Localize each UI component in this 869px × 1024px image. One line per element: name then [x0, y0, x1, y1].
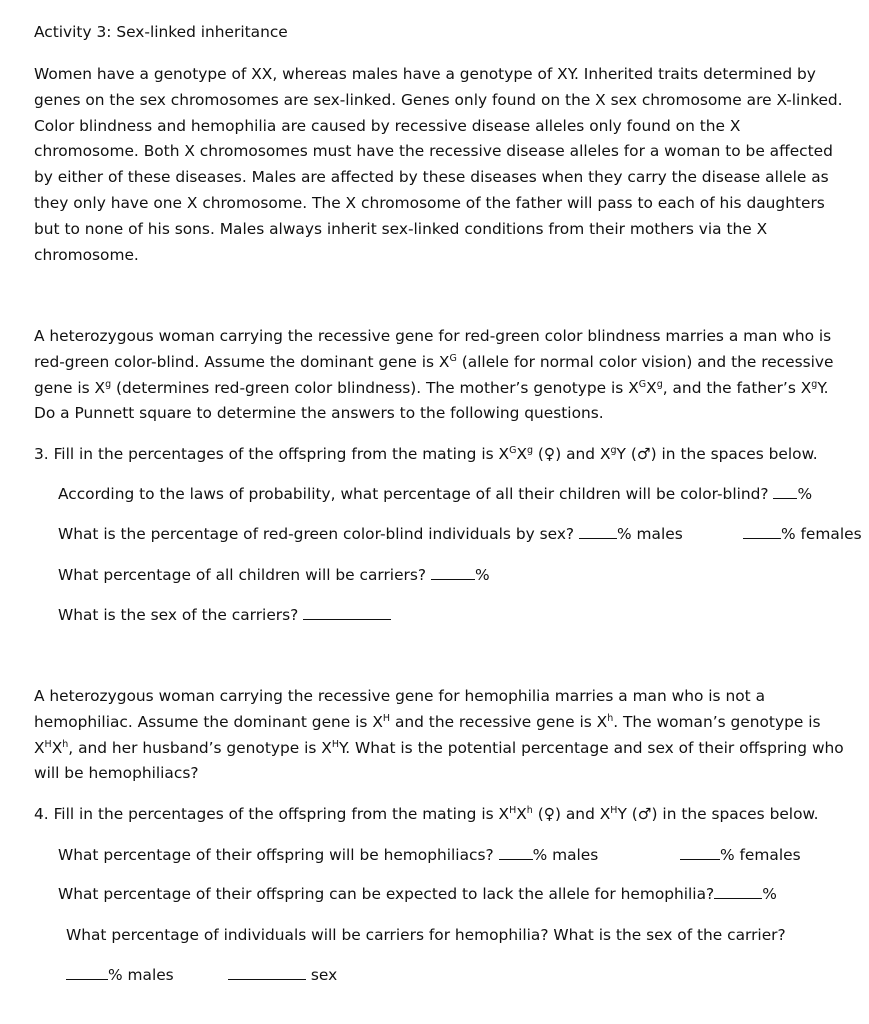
- q3-colorblind-by-sex: What is the percentage of red-green color-blind individuals by sex? % males: [58, 525, 683, 543]
- answer-blank[interactable]: [303, 605, 391, 620]
- answer-blank[interactable]: [773, 484, 797, 499]
- question-4-heading: 4. Fill in the percentages of the offspring from the mating is $X^HX^h$ (♀) and $X^HY$ (♂) in the spaces below.: [34, 805, 819, 823]
- q4-females-answer: % females: [680, 845, 801, 865]
- intro-line: Color blindness and hemophilia are caused by recessive disease alleles only found on the X: [34, 117, 741, 135]
- hemophilia-line: will be hemophiliacs?: [34, 764, 199, 782]
- answer-blank-sex[interactable]: [228, 965, 306, 980]
- answer-blank[interactable]: [431, 565, 475, 580]
- q4-lack-allele: What percentage of their offspring can be expected to lack the allele for hemophilia? %: [58, 885, 777, 903]
- q4-carriers-question: What percentage of individuals will be carriers for hemophilia? What is the sex of the carrier?: [66, 926, 786, 944]
- activity-title: Activity 3: Sex-linked inheritance: [34, 23, 288, 41]
- q4-carriers-answers: % males: [66, 965, 174, 985]
- colorblind-line: A heterozygous woman carrying the recessive gene for red-green color blindness marries a man who is: [34, 327, 832, 345]
- q4-carrier-sex-answer: sex: [228, 965, 337, 985]
- intro-line: chromosome. Both X chromosomes must have the recessive disease alleles for a woman to be affected: [34, 142, 833, 160]
- answer-blank-females[interactable]: [680, 845, 720, 860]
- hemophilia-line: $X^HX^h$, and her husband’s genotype is $X^HY$. What is the potential percentage and sex of their offspring who: [34, 739, 844, 757]
- colorblind-line: Do a Punnett square to determine the answers to the following questions.: [34, 404, 604, 422]
- q3-females-answer: % females: [743, 524, 862, 544]
- answer-blank-males[interactable]: [499, 845, 533, 860]
- intro-line: by either of these diseases. Males are affected by these diseases when they carry the disease allele as: [34, 168, 829, 186]
- answer-blank[interactable]: [714, 884, 762, 899]
- answer-blank-males[interactable]: [579, 524, 617, 539]
- question-3-heading: 3. Fill in the percentages of the offspring from the mating is $X^GX^g$ (♀) and $X^gY$ (♂) in the spaces below.: [34, 445, 818, 463]
- q3-colorblind-percent: According to the laws of probability, what percentage of all their children will be color-blind? %: [58, 485, 813, 503]
- intro-line: but to none of his sons. Males always inherit sex-linked conditions from their mothers via the X: [34, 220, 768, 238]
- intro-line: chromosome.: [34, 246, 139, 264]
- q4-hemophiliac-percent: What percentage of their offspring will be hemophiliacs? % males: [58, 846, 599, 864]
- hemophilia-line: hemophiliac. Assume the dominant gene is $X^H$ and the recessive gene is $X^h$. The woman’s genotype is: [34, 713, 821, 731]
- intro-line: Women have a genotype of XX, whereas males have a genotype of XY. Inherited traits determined by: [34, 65, 816, 83]
- colorblind-line: red-green color-blind. Assume the dominant gene is $X^G$ (allele for normal color vision) and the recessive: [34, 353, 834, 371]
- q3-carriers-percent: What percentage of all children will be carriers? %: [58, 566, 490, 584]
- hemophilia-line: A heterozygous woman carrying the recessive gene for hemophilia marries a man who is not a: [34, 687, 766, 705]
- q3-carrier-sex: What is the sex of the carriers?: [58, 605, 391, 625]
- intro-line: genes on the sex chromosomes are sex-linked. Genes only found on the X sex chromosome are X-linked.: [34, 91, 843, 109]
- answer-blank-females[interactable]: [743, 524, 781, 539]
- intro-line: they only have one X chromosome. The X chromosome of the father will pass to each of his daughters: [34, 194, 825, 212]
- answer-blank-males[interactable]: [66, 965, 108, 980]
- colorblind-line: gene is $X^g$ (determines red-green color blindness). The mother’s genotype is $X^GX^g$, and the father’s $X^gY$.: [34, 379, 829, 397]
